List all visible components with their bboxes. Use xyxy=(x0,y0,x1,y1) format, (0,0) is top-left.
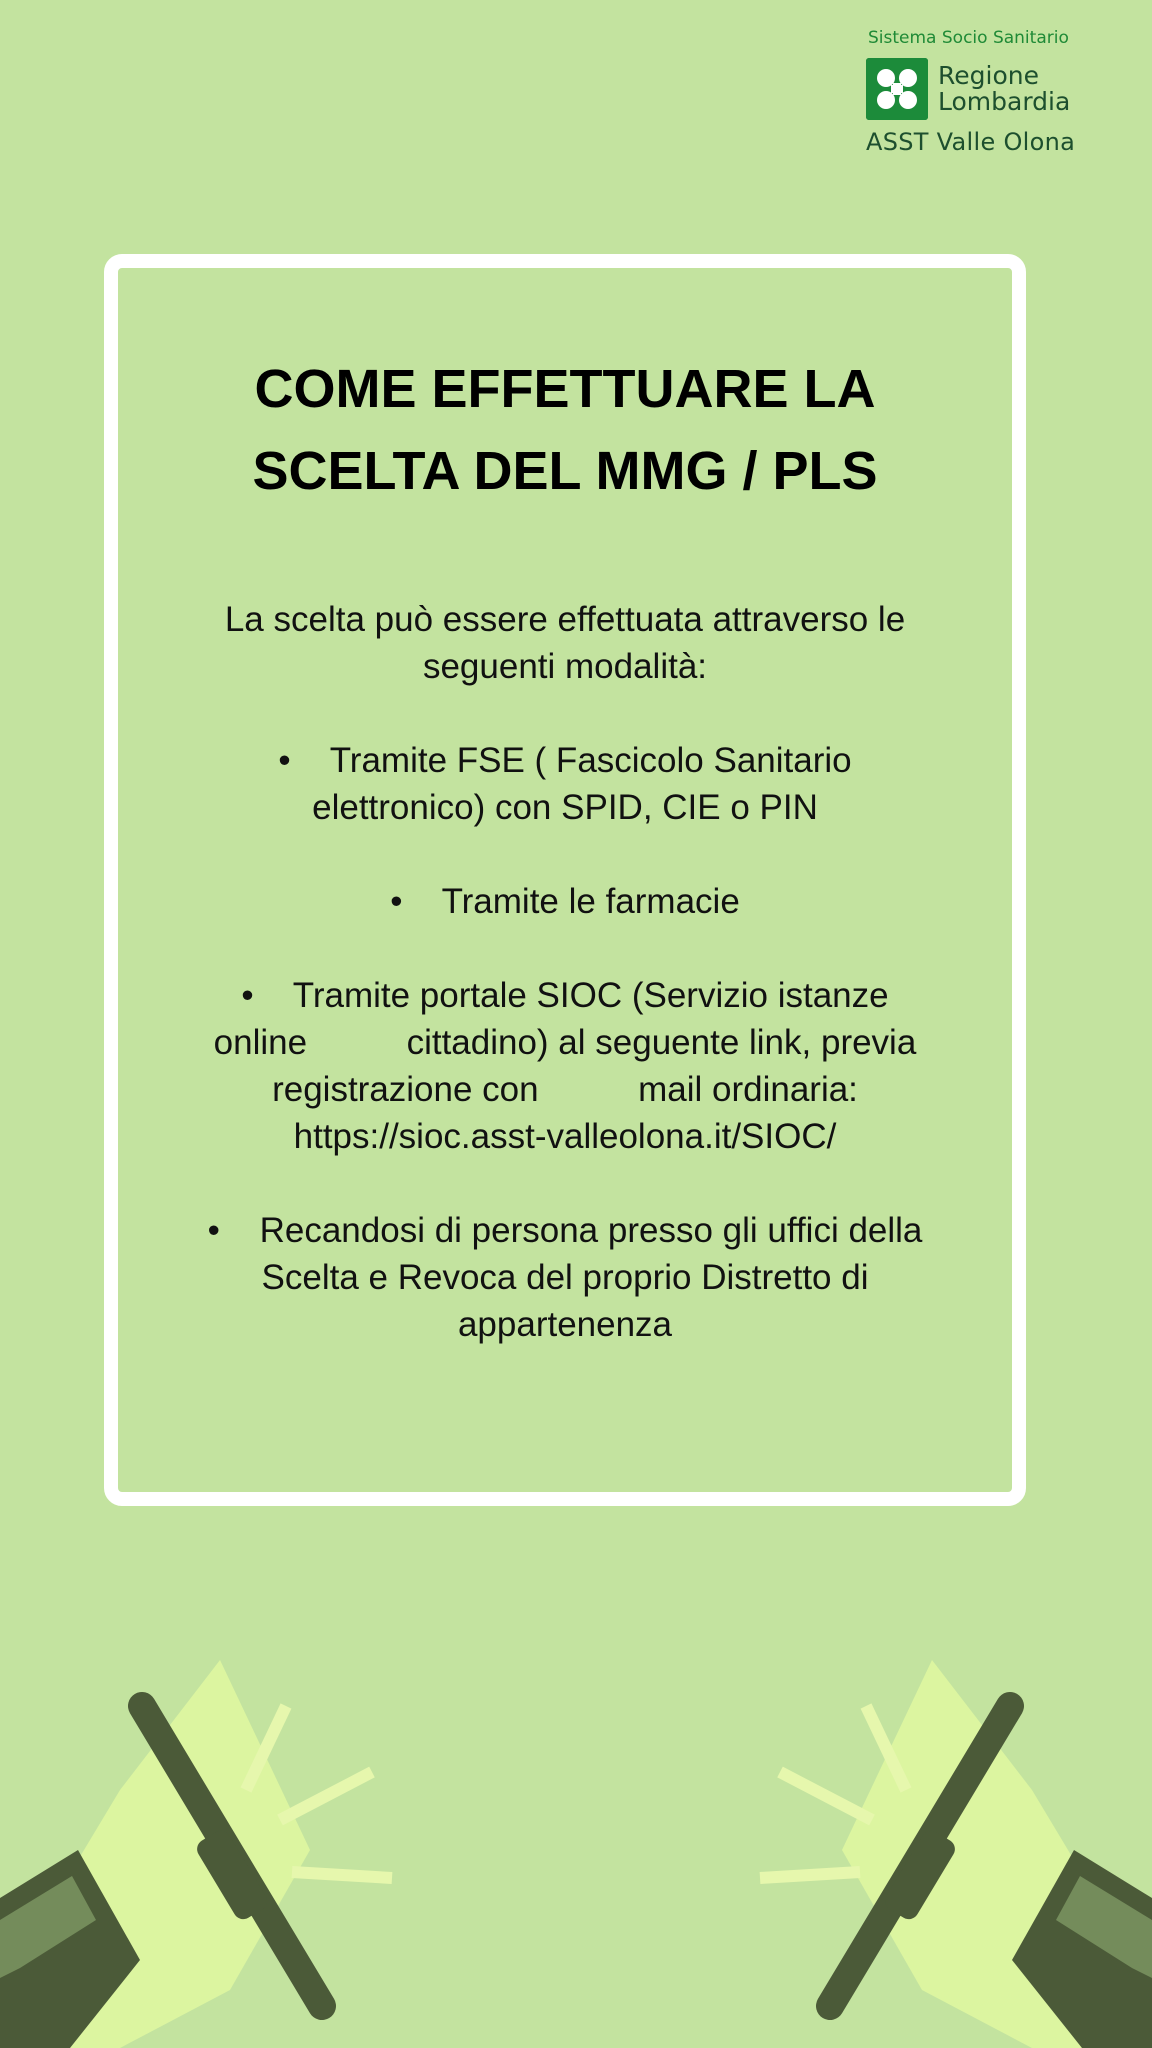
megaphone-icon xyxy=(760,1660,1152,2048)
intro-line2: seguenti modalità: xyxy=(422,647,708,686)
item4-line3: appartenenza xyxy=(457,1305,673,1344)
card-title-line2: SCELTA DEL MMG / PLS xyxy=(252,441,878,501)
logo-top-line: Sistema Socio Sanitario xyxy=(868,28,1069,48)
item4-line1: Recandosi di persona presso gli uffici della xyxy=(259,1211,923,1250)
bullet-icon: • xyxy=(241,976,254,1015)
card-title-line1: COME EFFETTUARE LA xyxy=(254,359,876,419)
logo-sub-line: ASST Valle Olona xyxy=(866,128,1076,156)
item3-line3a: registrazione con xyxy=(272,1070,539,1109)
item1-line1: Tramite FSE ( Fascicolo Sanitario xyxy=(329,741,852,780)
card-title xyxy=(118,348,1012,512)
logo-row xyxy=(866,58,1136,120)
item4-line2: Scelta e Revoca del proprio Distretto di xyxy=(261,1258,869,1297)
item2-line1: Tramite le farmacie xyxy=(441,882,740,921)
list-item xyxy=(118,737,1012,784)
bullet-icon: • xyxy=(390,882,403,921)
info-card xyxy=(104,254,1026,1506)
logo-name xyxy=(938,63,1070,115)
item3-line2b: cittadino) al seguente link, previa xyxy=(406,1023,917,1062)
bullet-icon: • xyxy=(278,741,291,780)
regione-lombardia-logo-icon xyxy=(866,58,928,120)
megaphones-illustration xyxy=(0,1660,1152,2048)
item3-line1: Tramite portale SIOC (Servizio istanze xyxy=(292,976,889,1015)
bullet-icon: • xyxy=(207,1211,220,1250)
list-item xyxy=(118,972,1012,1019)
item1-line2: elettronico) con SPID, CIE o PIN xyxy=(312,788,818,827)
header-logo xyxy=(866,28,1136,156)
list-item xyxy=(118,878,1012,925)
logo-name-line2: Lombardia xyxy=(938,87,1071,116)
item3-line2 xyxy=(118,1019,1012,1066)
logo-name-line1: Regione xyxy=(938,61,1039,90)
list-item xyxy=(118,1207,1012,1254)
sioc-link[interactable]: https://sioc.asst-valleolona.it/SIOC/ xyxy=(293,1117,837,1156)
megaphone-icon xyxy=(0,1660,392,2048)
intro-line1: La scelta può essere effettuata attraverso le xyxy=(224,600,906,639)
card-body xyxy=(118,596,1012,1348)
item3-line3b: mail ordinaria: xyxy=(638,1070,858,1109)
item3-line2a: online xyxy=(213,1023,308,1062)
item3-line3 xyxy=(118,1066,1012,1113)
